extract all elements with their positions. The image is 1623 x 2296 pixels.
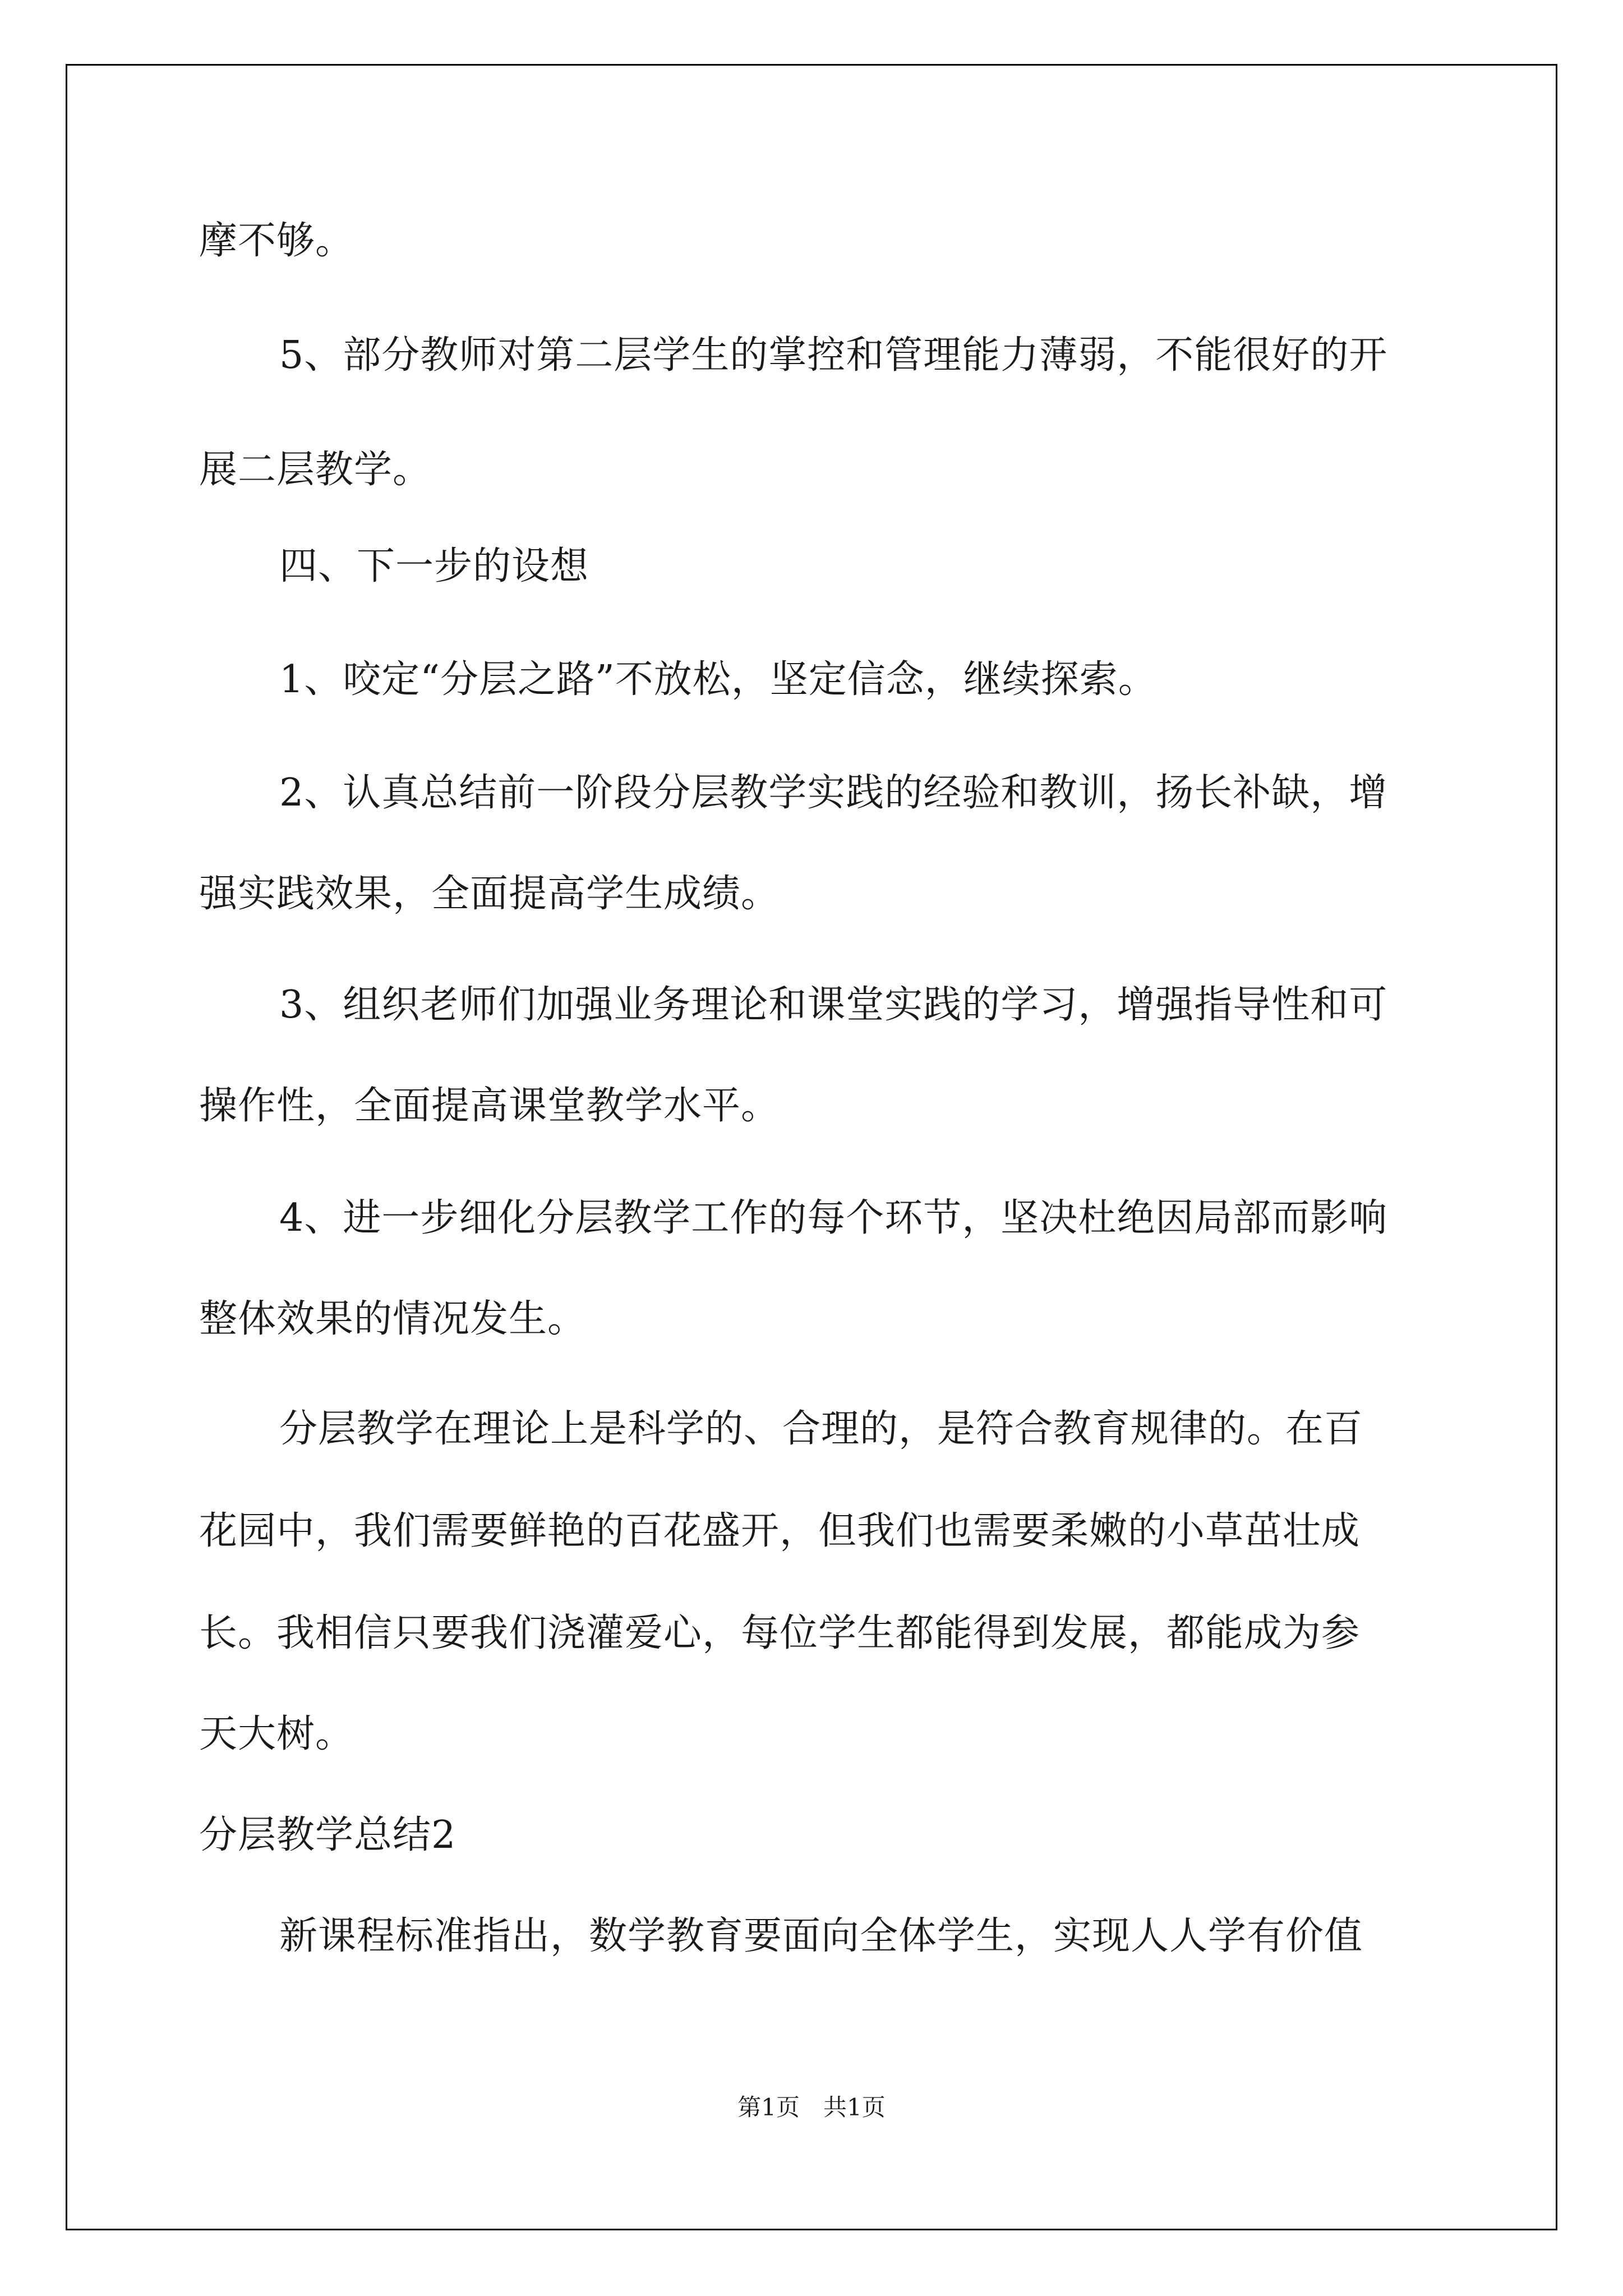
text-line: 摩不够。 <box>199 219 354 263</box>
text-line: 4、进一步细化分层教学工作的每个环节，坚决杜绝因局部而影响 <box>279 1196 1388 1240</box>
text-line: 天大树。 <box>199 1712 354 1756</box>
section-heading: 四、下一步的设想 <box>279 544 589 588</box>
page-border <box>66 64 1557 2230</box>
text-line: 花园中，我们需要鲜艳的百花盛开，但我们也需要柔嫩的小草茁壮成 <box>199 1509 1361 1553</box>
page-number-footer: 第1页 共1页 <box>737 2093 886 2121</box>
text-line: 1、咬定“分层之路”不放松，坚定信念，继续探索。 <box>279 657 1157 702</box>
text-line: 整体效果的情况发生。 <box>199 1297 587 1341</box>
text-line: 2、认真总结前一阶段分层教学实践的经验和教训，扬长补缺，增 <box>279 771 1388 815</box>
text-line: 分层教学在理论上是科学的、合理的，是符合教育规律的。在百 <box>279 1407 1363 1451</box>
text-line: 新课程标准指出，数学教育要面向全体学生，实现人人学有价值 <box>279 1914 1363 1958</box>
text-line: 长。我相信只要我们浇灌爱心，每位学生都能得到发展，都能成为参 <box>199 1611 1361 1655</box>
text-line: 3、组织老师们加强业务理论和课堂实践的学习，增强指导性和可 <box>279 983 1388 1027</box>
section-title: 分层教学总结2 <box>199 1813 457 1857</box>
text-line: 5、部分教师对第二层学生的掌控和管理能力薄弱，不能很好的开 <box>279 333 1388 378</box>
text-line: 操作性，全面提高课堂教学水平。 <box>199 1084 780 1128</box>
text-line: 强实践效果，全面提高学生成绩。 <box>199 872 780 916</box>
text-line: 展二层教学。 <box>199 448 432 492</box>
